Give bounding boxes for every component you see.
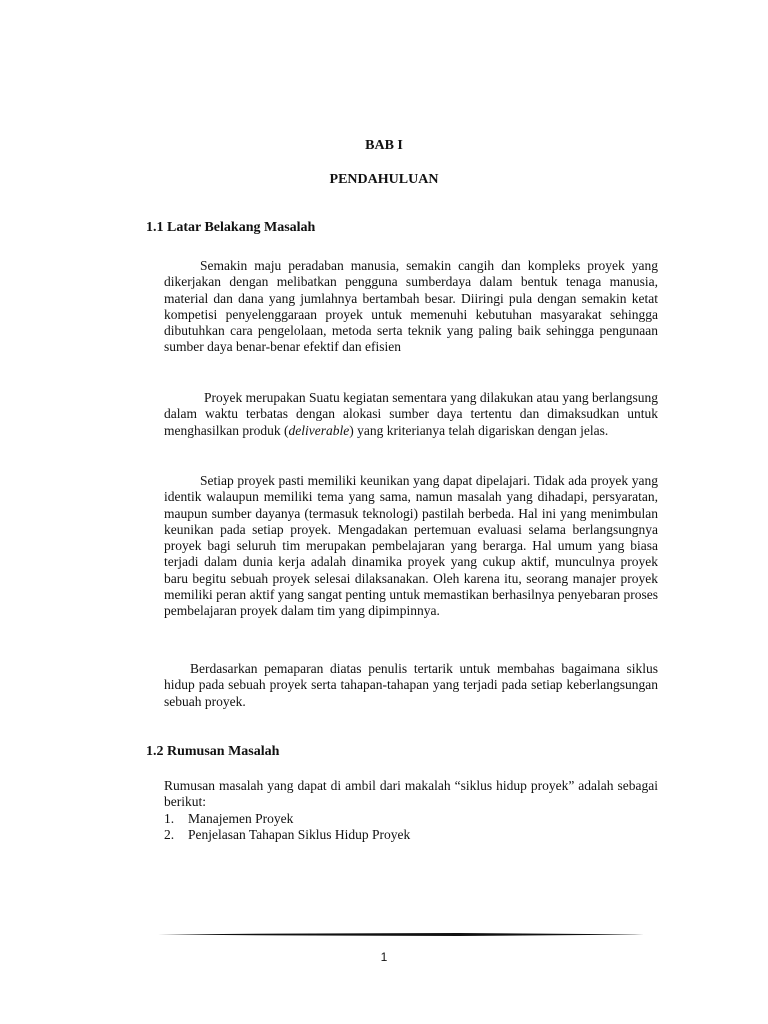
footer-divider [158, 933, 644, 936]
list-item [164, 827, 410, 843]
paragraph-1-text: Semakin maju peradaban manusia, semakin cangih dan kompleks proyek yang dikerjakan dengan melibatkan pengguna sumberdaya dalam bentuk tenaga manusia, material dan dana yang jumlahnya bertambah besar. Diiringi pula dengan semakin ketat kompetisi penyelenggaraan proyek untuk memenuhi kebutuhan masyarakat sehingga dibutuhkan cara pengelolaan, metoda serta teknik yang paling baik sehingga pengunaan sumber daya benar-benar efektif dan efisien [164, 258, 658, 355]
section-2-heading: 1.2 Rumusan Masalah [146, 744, 280, 759]
paragraph-1 [164, 258, 658, 356]
section-1-heading: 1.1 Latar Belakang Masalah [146, 220, 316, 235]
problem-list [164, 811, 410, 844]
paragraph-2-text-a: Proyek merupakan Suatu kegiatan sementara yang dilakukan atau yang berlangsung dalam waktu terbatas dengan alokasi sumber daya tertentu dan dimaksudkan untuk menghasilkan produk ( [164, 390, 658, 438]
paragraph-4-text: Berdasarkan pemaparan diatas penulis tertarik untuk membahas bagaimana siklus hidup pada sebuah proyek serta tahapan-tahapan yang terjadi pada setiap keberlangsungan sebuah proyek. [164, 661, 658, 709]
paragraph-2-italic: deliverable [288, 422, 350, 438]
chapter-number: BAB I [365, 138, 403, 153]
paragraph-3 [164, 473, 658, 620]
paragraph-4 [164, 661, 658, 710]
paragraph-3-text: Setiap proyek pasti memiliki keunikan yang dapat dipelajari. Tidak ada proyek yang identik walaupun memiliki tema yang sama, namun masalah yang dihadapi, persyaratan, maupun sumber dayanya (termasuk teknologi) pastilah berbeda. Hal ini yang menimbulan keunikan pada setiap proyek. Mengadakan pertemuan evaluasi selama berlangsungnya proyek bagi seluruh tim merupakan pembelajaran yang berarga. Hal umum yang biasa terjadi dalam dunia kerja adalah dinamika proyek yang cukup aktif, munculnya proyek baru begitu sebuah proyek selesai dilaksanakan. Oleh karena itu, seorang manajer proyek memiliki peran aktif yang sangat penting untuk memastikan berhasilnya penyebaran proses pembelajaran proyek dalam tim yang dipimpinnya. [164, 473, 658, 619]
list-item-text: Manajemen Proyek [188, 811, 294, 826]
list-item-text: Penjelasan Tahapan Siklus Hidup Proyek [188, 827, 411, 843]
paragraph-2-text-b: ) yang kriterianya telah digariskan dengan jelas. [349, 422, 609, 438]
chapter-title: PENDAHULUAN [329, 172, 439, 187]
paragraph-2 [164, 390, 658, 439]
section-2-intro: Rumusan masalah yang dapat di ambil dari makalah “siklus hidup proyek” adalah sebagai berikut: [164, 778, 658, 810]
page-number: 1 [380, 950, 388, 964]
list-item-number: 1. [164, 811, 175, 826]
list-item-number: 2. [164, 827, 175, 843]
list-item [164, 811, 410, 827]
